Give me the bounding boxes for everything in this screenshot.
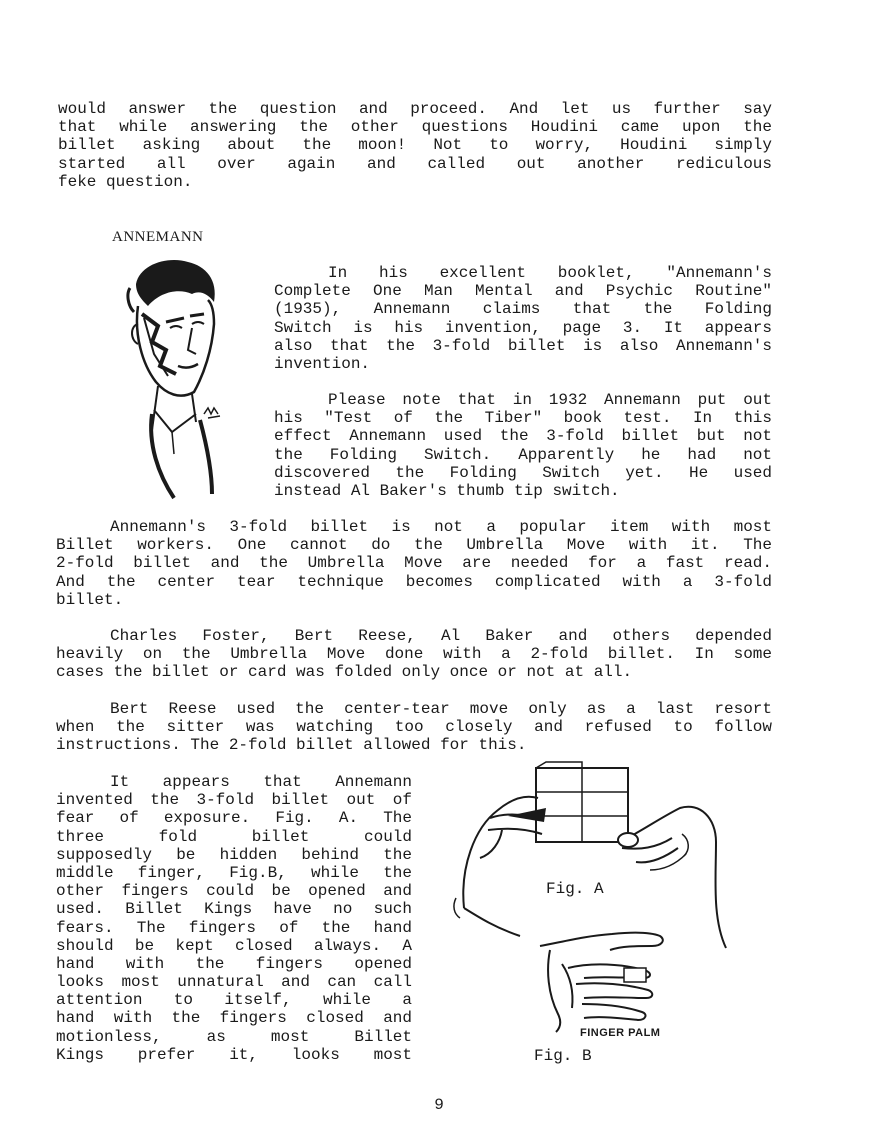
paragraph-booklet xyxy=(274,264,772,373)
text-line: invented the 3-fold billet out of xyxy=(56,791,412,810)
text-line: Kings prefer it, looks most xyxy=(56,1045,412,1064)
text-line: when the sitter was watching too closely and refused to follow xyxy=(56,718,772,737)
text-line: (1935), Annemann claims that the Folding xyxy=(274,300,772,319)
paragraph-exposure xyxy=(56,773,412,1064)
text-line: Please note that in 1932 Annemann put out xyxy=(328,391,772,409)
text-line: instructions. The 2-fold billet allowed for this. xyxy=(56,736,527,755)
paragraph-popular xyxy=(56,518,772,609)
text-line: used. Billet Kings have no such xyxy=(56,900,412,919)
section-heading: ANNEMANN xyxy=(112,229,204,245)
text-line: hand with the fingers closed and xyxy=(56,1009,412,1028)
text-line: started all over again and called out another rediculous xyxy=(58,154,772,173)
text-line: In his excellent booklet, "Annemann's xyxy=(328,264,772,282)
text-line: heavily on the Umbrella Move done with a 2-fold billet. In some xyxy=(56,645,772,664)
fig-a-caption: Fig. A xyxy=(546,880,604,898)
text-line: middle finger, Fig.B, while the xyxy=(56,863,412,882)
text-line: cases the billet or card was folded only once or not at all. xyxy=(56,663,633,682)
paragraph-reese xyxy=(56,700,772,755)
text-line: 2-fold billet and the Umbrella Move are needed for a fast read. xyxy=(56,554,772,573)
paragraph-intro xyxy=(58,100,772,191)
text-line: also that the 3-fold billet is also Annemann's xyxy=(274,336,772,355)
text-line: effect Annemann used the 3-fold billet but not xyxy=(274,427,772,446)
text-line: that while answering the other questions Houdini came upon the xyxy=(58,118,772,137)
fig-b-illustration xyxy=(532,924,682,1034)
text-line: billet asking about the moon! Not to worry, Houdini simply xyxy=(58,136,772,155)
text-line: Charles Foster, Bert Reese, Al Baker and others depended xyxy=(110,627,772,645)
text-line: Billet workers. One cannot do the Umbrella Move with it. The xyxy=(56,536,772,555)
text-line: It appears that Annemann xyxy=(110,773,412,791)
annemann-portrait xyxy=(108,254,238,504)
text-line: would answer the question and proceed. And let us further say xyxy=(58,100,772,118)
text-line: looks most unnatural and can call xyxy=(56,973,412,992)
text-line: Annemann's 3-fold billet is not a popular item with most xyxy=(110,518,772,536)
paragraph-tiber xyxy=(274,391,772,500)
text-line: fear of exposure. Fig. A. The xyxy=(56,809,412,828)
text-line: instead Al Baker's thumb tip switch. xyxy=(274,481,620,500)
page-number: 9 xyxy=(434,1096,444,1114)
text-line: motionless, as most Billet xyxy=(56,1027,412,1046)
text-line: Switch is his invention, page 3. It appears xyxy=(274,318,772,337)
text-line: his "Test of the Tiber" book test. In this xyxy=(274,409,772,428)
text-line: should be kept closed always. A xyxy=(56,936,412,955)
text-line: supposedly be hidden behind the xyxy=(56,845,412,864)
text-line: the Folding Switch. Apparently he had not xyxy=(274,445,772,464)
fig-b-label: FINGER PALM xyxy=(580,1027,661,1039)
text-line: Bert Reese used the center-tear move only as a last resort xyxy=(110,700,772,718)
text-line: invention. xyxy=(274,354,371,373)
text-line: three fold billet could xyxy=(56,827,412,846)
text-line: fears. The fingers of the hand xyxy=(56,918,412,937)
text-line: feke question. xyxy=(58,172,193,191)
text-line: billet. xyxy=(56,590,124,609)
text-line: And the center tear technique becomes complicated with a 3-fold xyxy=(56,572,772,591)
text-line: hand with the fingers opened xyxy=(56,954,412,973)
text-line: discovered the Folding Switch yet. He used xyxy=(274,463,772,482)
fig-b-caption: Fig. B xyxy=(534,1047,592,1065)
text-line: Complete One Man Mental and Psychic Routine" xyxy=(274,282,772,301)
paragraph-foster xyxy=(56,627,772,682)
text-line: attention to itself, while a xyxy=(56,991,412,1010)
text-line: other fingers could be opened and xyxy=(56,882,412,901)
